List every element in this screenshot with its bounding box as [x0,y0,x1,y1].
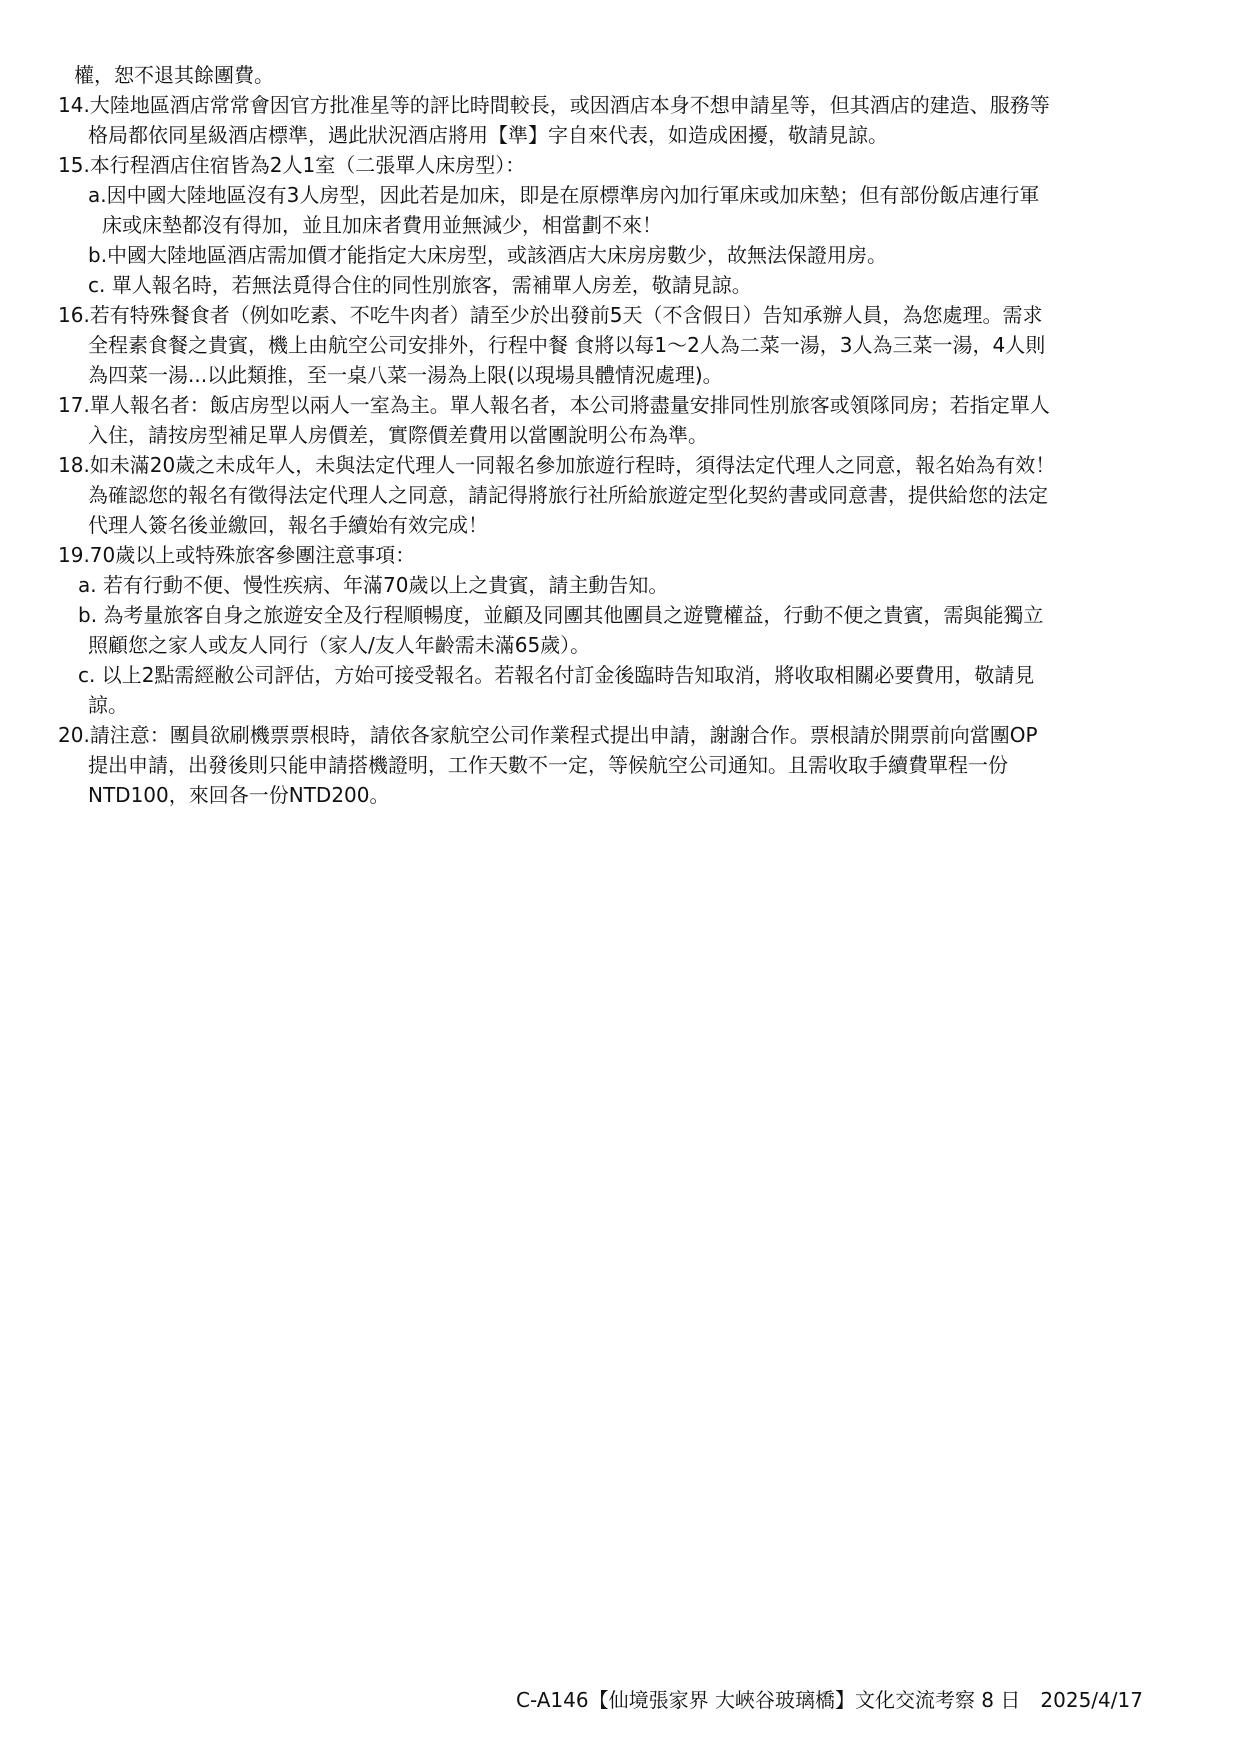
item-20 [58,720,1188,810]
item-16 [58,300,1188,390]
item-15-heading: 15.本行程酒店住宿皆為2人1室（二張單人床房型）： [58,153,526,177]
item-20-line-1: 20.請注意：團員欲刷機票票根時，請依各家航空公司作業程式提出申請，謝謝合作。票根請於開票前向當團OP [58,723,1038,747]
item-19-a-line-1: a. 若有行動不便、慢性疾病、年滿70歲以上之貴賓，請主動告知。 [78,573,669,597]
item-19-c-line-2: 諒。 [88,693,128,717]
item-14-line-2: 格局都依同星級酒店標準，遇此狀況酒店將用【準】字自來代表，如造成困擾，敬請見諒。 [88,123,888,147]
item-18-line-1: 18.如未滿20歲之未成年人，未與法定代理人一同報名參加旅遊行程時，須得法定代理人之同意，報名始為有效！ [58,453,1056,477]
page-footer: C-A146【仙境張家界 大峽谷玻璃橋】文化交流考察 8 日 2025/4/17 [516,1688,1143,1712]
item-15-c-line-1: c. 單人報名時，若無法覓得合住的同性別旅客，需補單人房差，敬請見諒。 [88,273,752,297]
document-body [58,60,1188,810]
item-20-line-3: NTD100，來回各一份NTD200。 [88,783,390,807]
item-20-line-2: 提出申請，出發後則只能申請搭機證明，工作天數不一定，等候航空公司通知。且需收取手續費單程一份 [88,753,1008,777]
item-15-a-line-1: a.因中國大陸地區沒有3人房型，因此若是加床，即是在原標準房內加行軍床或加床墊；但有部份飯店連行軍 [88,183,1040,207]
item-18-line-3: 代理人簽名後並繳回，報名手續始有效完成！ [88,513,488,537]
item-19-b-line-1: b. 為考量旅客自身之旅遊安全及行程順暢度，並顧及同團其他團員之遊覽權益，行動不便之貴賓，需與能獨立 [78,603,1044,627]
item-14 [58,90,1188,150]
item-16-line-1: 16.若有特殊餐食者（例如吃素、不吃牛肉者）請至少於出發前5天（不含假日）告知承辦人員，為您處理。需求 [58,303,1043,327]
item-19-heading: 19.70歲以上或特殊旅客參團注意事項： [58,543,416,567]
item-19 [58,540,1188,720]
item-17 [58,390,1188,450]
item-14-line-1: 14.大陸地區酒店常常會因官方批准星等的評比時間較長，或因酒店本身不想申請星等，但其酒店的建造、服務等 [58,93,1050,117]
item-18-line-2: 為確認您的報名有徵得法定代理人之同意，請記得將旅行社所給旅遊定型化契約書或同意書，提供給您的法定 [88,483,1048,507]
item-19-c-line-1: c. 以上2點需經敝公司評估，方始可接受報名。若報名付訂金後臨時告知取消，將收取相關必要費用，敬請見 [78,663,1035,687]
item-17-line-1: 17.單人報名者：飯店房型以兩人一室為主。單人報名者，本公司將盡量安排同性別旅客或領隊同房；若指定單人 [58,393,1050,417]
item-15-a-line-2: 床或床墊都沒有得加，並且加床者費用並無減少，相當劃不來！ [102,213,662,237]
item-19-b-line-2: 照顧您之家人或友人同行（家人/友人年齡需未滿65歲）。 [88,633,591,657]
item-18 [58,450,1188,540]
item-17-line-2: 入住，請按房型補足單人房價差，實際價差費用以當團說明公布為準。 [88,423,708,447]
item-16-line-3: 為四菜一湯...以此類推，至一桌八菜一湯為上限(以現場具體情況處理)。 [88,363,723,387]
item-15-b-line-1: b.中國大陸地區酒店需加價才能指定大床房型，或該酒店大床房房數少，故無法保證用房。 [88,243,888,267]
item-15 [58,150,1188,300]
item-16-line-2: 全程素食餐之貴賓，機上由航空公司安排外，行程中餐 食將以每1～2人為二菜一湯，3人為三菜一湯，4人則 [88,333,1046,357]
intro-text: 權，恕不退其餘團費。 [74,63,274,87]
